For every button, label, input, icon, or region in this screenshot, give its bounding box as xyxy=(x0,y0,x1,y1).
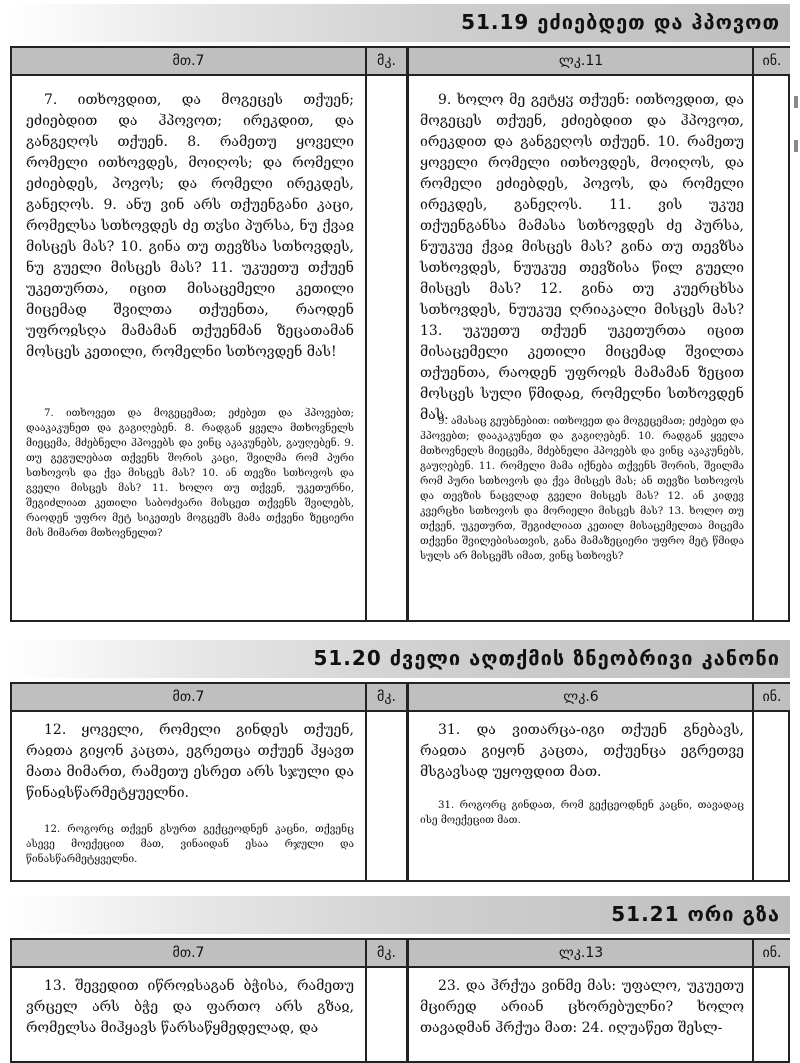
column-header-mark: მკ. xyxy=(365,684,408,712)
luke-verses: 9. ხოლო მე გეტყჳ თქუენ: ითხოვდით, და მოგეცეს თქუენ, ეძიებდით და ჰპოვოთ, ირეკდით და განგეღოს თქუენ. 10. რამეთუ ყოველი რომელი ითხოვდეს, მოიღოს, და რომელი ეძიებდეს, პოვოს, და რომელი ირეკდეს, განეღოს. 11. ვის უკუე თქუენგანსა მამასა სთხოვდეს ძე პურსა, ნუუკუე ქვაჲ მისცეს მას? გინა თუ თევზსა სთხოვდეს, ნუუკუე თევზისა წილ გუელი მისცეს მას? 12. გინა თუ კუერცხსა სთხოვდეს, ნუუკუე ღრიაკალი მისცეს მას? 13. უკუეთუ თქუენ უკეთურთა იცით მისაცემელი კეთილი მიცემად შვილთა თქუენთა, რაოდენ უფროჲს მამამან ზეცით მოსცეს სული წმიდაჲ, რომელნი სთხოვდენ მას. xyxy=(420,92,744,423)
luke-translation-text: 31. როგორც გინდათ, რომ გექცეოდნენ კაცნი, თავადაც ისე მოექეცით მათ. xyxy=(420,800,744,826)
column-header-luke: ლკ.13 xyxy=(408,940,754,968)
column-divider xyxy=(406,48,409,620)
matthew-translation-text: 12. როგორც თქვენ გსურთ გექცეოდნენ კაცნი, თქვენც ასევე მოექეცით მათ, ვინაიდან ესაა რჯული და წინასწარმეტყველნი. xyxy=(26,824,354,865)
column-header-matthew: მთ.7 xyxy=(12,940,365,968)
column-divider xyxy=(752,940,754,1061)
matthew-verses: 12. ყოველი, რომელი გინდეს თქუენ, რაჲთა გიყონ კაცთა, ეგრეთცა თქუენ ჰყავთ მათა მიმართ, რამეთუ ესრეთ არს სჯული და წინაჲსწარმეტყუელნი. xyxy=(26,722,354,801)
column-header-matthew: მთ.7 xyxy=(12,48,365,76)
column-header-mark: მკ. xyxy=(365,940,408,968)
column-divider xyxy=(365,48,367,620)
matthew-translation-text: 7. ითხოვეთ და მოგეცემათ; ეძებეთ და ჰპოვებთ; დააკაკუნეთ და გაგიღებენ. 8. რადგან ყველა მთხოვნელს მიეცემა, მძებნელი ჰპოვებს და ვინც აკაკუნებს, გაუღებენ. 9. თუ გეგულებათ თქვენს შორის კაცი, შვილმა რომ პური სთხოვოს და ქვა მისცეს მას? 10. ან თევზი სთხოვოს და გველი მისცეს მას? 11. ხოლო თუ თქვენ, უკეთურნი, შეგიძლიათ კეთილი საბოძვარი მისცეთ თქვენს შვილებს, რაოდენ უფრო მეტ სიკეთეს მოგცემს მამა თქვენი ზეციერი მის მიმართ მთხოვნელთ? xyxy=(26,408,354,539)
luke-text xyxy=(420,90,744,423)
matthew-translation xyxy=(26,822,354,872)
section-title-bar xyxy=(10,640,790,678)
parallel-table xyxy=(10,938,790,1063)
section-title: 51.21 ორი გზა xyxy=(611,902,780,926)
parallel-table xyxy=(10,682,790,882)
luke-translation-text: 9. ამასაც გეუბნებით: ითხოვეთ და მოგეცემათ; ეძებეთ და ჰპოვებთ; დააკაკუნეთ და გაგიღებენ. 10. რადგან ყველა მთხოვნელს მიეცემა, მძებნელი ჰპოვებს და ვინც აკაკუნებს, გაუღებენ. 11. რომელი მამა იქნება თქვენს შორის, შვილმა რომ პური სთხოვოს და ქვა მისცეს მას; ან თევზი სთხოვოს და თევზის ნაცვლად გველი მისცეს მას? 12. ან კიდევ კვერცხი სთხოვოს და მორიელი მისცეს მას? 13. ხოლო თუ თქვენ, უკეთურთ, შეგიძლიათ კეთილ მისაცემელთა მიცემა თქვენი შვილებისათვის, განა მამაზეციერი უფრო მეტ წმიდა სულს არ მისცემს იმათ, ვინც სთხოვს? xyxy=(420,416,744,562)
section-title: 51.19 ეძიებდეთ და ჰპოვოთ xyxy=(461,10,780,34)
column-header-mark: მკ. xyxy=(365,48,408,76)
column-divider xyxy=(406,684,409,880)
matthew-verses: 7. ითხოვდით, და მოგეცეს თქუენ; ეძიებდით და ჰპოვოთ; ირეკდით, და განგეღოს თქუენ. 8. რამეთუ ყოველი რომელი ითხოვდეს, მოიღოს; და რომელი ეძიებდეს, პოვოს; და რომელი ირეკდეს, განეღოს. 9. ანუ ვინ არს თქუენგანი კაცი, რომელსა სთხოვდეს ძე თჳსი პურსა, ნუ ქვაჲ მისცეს მას? 10. გინა თუ თევზსა სთხოვდეს, ნუ გუელი მისცეს მას? 11. უკუეთუ თქუენ უკეთურთა, იცით მისაცემელი კეთილი მიცემად შვილთა თქუენთა, რაოდენ უფროჲსღა მამამან თქუენმან ზეცათამან მოსცეს კეთილი, რომელნი სთხოვდენ მას! xyxy=(26,92,354,360)
section-title: 51.20 ძველი აღთქმის ზნეობრივი კანონი xyxy=(313,646,780,670)
column-header-luke: ლკ.11 xyxy=(408,48,754,76)
column-header-john: ინ. xyxy=(754,684,790,712)
luke-verses: 23. და ჰრქუა ვინმე მას: უფალო, უკუეთუ მცირედ არიან ცხორებულნი? ხოლო თავადმან ჰრქუა მათ: 24. იღუაწეთ შესლ- xyxy=(420,978,744,1036)
luke-text xyxy=(420,720,744,786)
section-title-bar xyxy=(10,4,790,42)
column-header-john: ინ. xyxy=(754,48,790,76)
column-divider xyxy=(365,684,367,880)
column-divider xyxy=(752,48,754,620)
column-header-john: ინ. xyxy=(754,940,790,968)
column-divider xyxy=(752,684,754,880)
column-divider xyxy=(365,940,367,1061)
matthew-verses: 13. შევედით იწროჲსაგან ბჭისა, რამეთუ ვრცელ არს ბჭე და ფართო არს გზაჲ, რომელსა მიჰყავს წარსაწყმედელად, და xyxy=(26,978,354,1036)
column-divider xyxy=(406,940,409,1061)
matthew-text xyxy=(26,976,354,1060)
matthew-text xyxy=(26,90,354,398)
page-edge-mark xyxy=(794,140,798,152)
section-title-bar xyxy=(10,896,790,934)
page-edge-mark xyxy=(794,96,798,108)
luke-translation xyxy=(420,414,744,618)
parallel-table xyxy=(10,46,790,622)
luke-translation xyxy=(420,798,744,838)
matthew-text xyxy=(26,720,354,810)
column-header-luke: ლკ.6 xyxy=(408,684,754,712)
luke-verses: 31. და ვითარცა-იგი თქუენ გნებავს, რაჲთა გიყონ კაცთა, თქუენცა ეგრეთვე მსგავსად უყოფდით მათ. xyxy=(420,722,744,780)
matthew-translation xyxy=(26,406,354,606)
column-header-matthew: მთ.7 xyxy=(12,684,365,712)
luke-text xyxy=(420,976,744,1060)
